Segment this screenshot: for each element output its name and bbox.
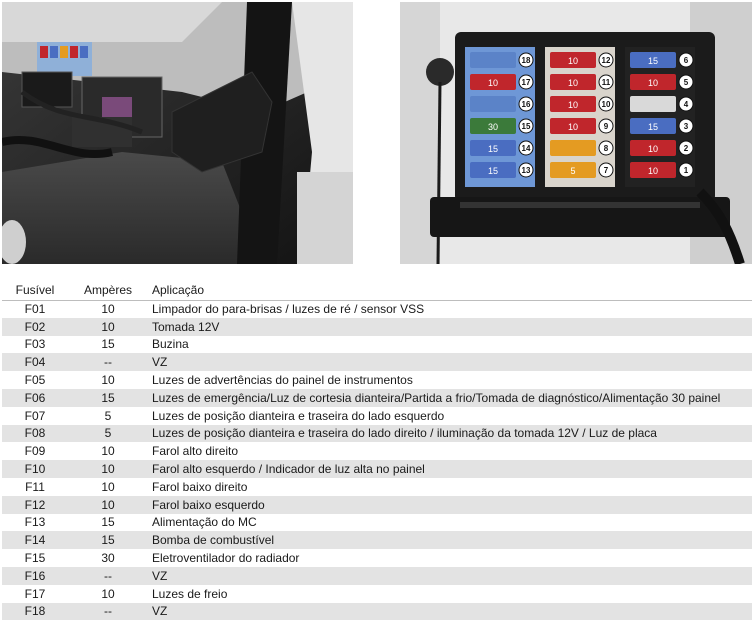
amps-cell: 10: [68, 496, 148, 514]
fuse-cell: F17: [2, 585, 68, 603]
table-row: [2, 514, 752, 532]
amps-cell: 30: [68, 549, 148, 567]
application-cell: Luzes de posição dianteira e traseira do lado esquerdo: [148, 407, 752, 425]
amps-cell: 10: [68, 585, 148, 603]
fuse-box-illustration: [400, 2, 752, 264]
amps-cell: 15: [68, 336, 148, 354]
fuse-rating-label: 10: [567, 56, 579, 66]
fuse-cell: F07: [2, 407, 68, 425]
fuse-18: [470, 52, 516, 68]
fuse-cell: F14: [2, 531, 68, 549]
table-row: [2, 425, 752, 443]
table-row: [2, 531, 752, 549]
table-row: [2, 567, 752, 585]
application-cell: Farol alto direito: [148, 442, 752, 460]
fuse-rating-label: 10: [567, 78, 579, 88]
application-cell: VZ: [148, 567, 752, 585]
under-dash-photo: [2, 2, 353, 264]
amps-cell: --: [68, 353, 148, 371]
header-fuse: Fusível: [15, 282, 55, 297]
fuse-number-label: 1: [683, 166, 689, 175]
fuse-cell: F08: [2, 425, 68, 443]
application-cell: Farol alto esquerdo / Indicador de luz alta no painel: [148, 460, 752, 478]
fuse-16: [470, 96, 516, 112]
application-cell: Luzes de emergência/Luz de cortesia dianteira/Partida a frio/Tomada de diagnóstico/Alimentação 30 painel: [148, 389, 752, 407]
fuse-cell: F11: [2, 478, 68, 496]
fuse-number-label: 9: [603, 122, 609, 131]
fuse-rating-label: 15: [487, 144, 499, 154]
fuse-cell: F06: [2, 389, 68, 407]
application-cell: Tomada 12V: [148, 318, 752, 336]
fuse-number-label: 7: [603, 166, 609, 175]
fuse-rating-label: 15: [487, 166, 499, 176]
fuse-cell: F01: [2, 300, 68, 318]
fuse-number-label: 6: [683, 56, 689, 65]
application-cell: Farol baixo direito: [148, 478, 752, 496]
fuse-rating-label: 10: [567, 100, 579, 110]
fuse-rating-label: 15: [647, 56, 659, 66]
header-application: Aplicação: [152, 282, 205, 297]
amps-cell: --: [68, 603, 148, 621]
fuse-cell: F12: [2, 496, 68, 514]
fuse-cell: F05: [2, 371, 68, 389]
under-dash-illustration: [2, 2, 353, 264]
amps-cell: 10: [68, 478, 148, 496]
fuse-table: [2, 280, 752, 626]
table-row: [2, 407, 752, 425]
table-row: [2, 549, 752, 567]
fuse-cell: F03: [2, 336, 68, 354]
table-row: [2, 460, 752, 478]
fuse-number-label: 10: [601, 100, 611, 109]
application-cell: Limpador do para-brisas / luzes de ré / sensor VSS: [148, 300, 752, 318]
table-row: [2, 585, 752, 603]
application-cell: VZ: [148, 353, 752, 371]
table-row: [2, 353, 752, 371]
fuse-rating-label: 30: [487, 122, 499, 132]
fuse-rating-label: 10: [647, 144, 659, 154]
amps-cell: 5: [68, 425, 148, 443]
table-row: [2, 478, 752, 496]
application-cell: Luzes de advertências do painel de instrumentos: [148, 371, 752, 389]
application-cell: Bomba de combustível: [148, 531, 752, 549]
amps-cell: 15: [68, 514, 148, 532]
fuse-cell: F13: [2, 514, 68, 532]
fuse-rating-label: 15: [647, 122, 659, 132]
fuse-number-label: 13: [521, 166, 531, 175]
fuse-cell: F10: [2, 460, 68, 478]
fuse-rating-label: 5: [570, 166, 576, 176]
application-cell: Luzes de freio: [148, 585, 752, 603]
table-row: [2, 318, 752, 336]
fuse-number-label: 15: [521, 122, 531, 131]
table-row: [2, 442, 752, 460]
fuse-number-label: 3: [683, 122, 689, 131]
amps-cell: 10: [68, 460, 148, 478]
application-cell: Luzes de posição dianteira e traseira do lado direito / iluminação da tomada 12V / Luz de placa: [148, 425, 752, 443]
fuse-cell: F04: [2, 353, 68, 371]
fuse-cell: F02: [2, 318, 68, 336]
fuse-number-label: 12: [601, 56, 611, 65]
fuse-rating-label: 10: [567, 122, 579, 132]
fuse-rating-label: 10: [647, 78, 659, 88]
fuse-box-photo: [400, 2, 752, 264]
application-cell: Farol baixo esquerdo: [148, 496, 752, 514]
amps-cell: 10: [68, 371, 148, 389]
application-cell: Alimentação do MC: [148, 514, 752, 532]
fuse-rating-label: 10: [647, 166, 659, 176]
amps-cell: 5: [68, 407, 148, 425]
table-header-row: [2, 280, 752, 300]
application-cell: Eletroventilador do radiador: [148, 549, 752, 567]
amps-cell: 10: [68, 442, 148, 460]
fuse-cell: F09: [2, 442, 68, 460]
table-body: [2, 300, 752, 620]
fuse-cell: F15: [2, 549, 68, 567]
fuse-number-label: 8: [603, 144, 609, 153]
table-row: [2, 603, 752, 621]
application-cell: Buzina: [148, 336, 752, 354]
header-amps: Ampères: [83, 282, 133, 297]
fuse-number-label: 2: [683, 144, 689, 153]
fuse-number-label: 17: [521, 78, 531, 87]
fuse-number-label: 11: [601, 78, 611, 87]
table-row: [2, 300, 752, 318]
fuse-cell: F16: [2, 567, 68, 585]
amps-cell: --: [68, 567, 148, 585]
amps-cell: 15: [68, 389, 148, 407]
amps-cell: 15: [68, 531, 148, 549]
fuse-number-label: 4: [683, 100, 689, 109]
fuse-number-label: 14: [521, 144, 531, 153]
table-row: [2, 496, 752, 514]
table-row: [2, 336, 752, 354]
fuse-rating-label: 10: [487, 78, 499, 88]
fuse-8: [550, 140, 596, 156]
amps-cell: 10: [68, 300, 148, 318]
application-cell: VZ: [148, 603, 752, 621]
fuse-number-label: 5: [683, 78, 689, 87]
table-row: [2, 389, 752, 407]
fuse-cell: F18: [2, 603, 68, 621]
fuse-number-label: 16: [521, 100, 531, 109]
fuse-4: [630, 96, 676, 112]
table-row: [2, 371, 752, 389]
fuse-number-label: 18: [521, 56, 531, 65]
amps-cell: 10: [68, 318, 148, 336]
